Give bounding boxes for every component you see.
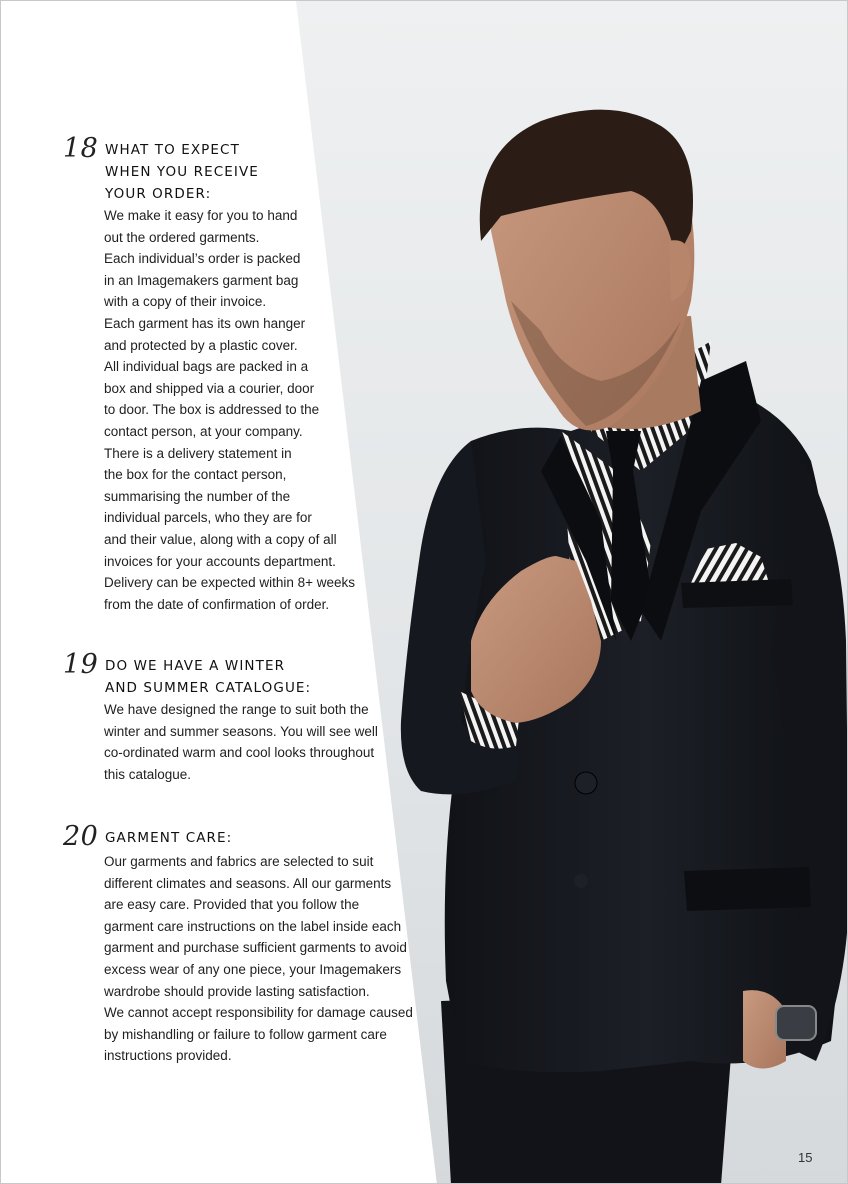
section-title: GARMENT CARE: xyxy=(105,830,233,846)
section-title: DO WE HAVE A WINTER AND SUMMER CATALOGUE: xyxy=(105,658,312,696)
section-number: 19 xyxy=(63,649,99,680)
faq-section-18 xyxy=(63,135,355,615)
page-number: 15 xyxy=(798,1150,813,1165)
section-body: Our garments and fabrics are selected to suit different climates and seasons. All our garments are easy care. Provided that you follow the garment care instructions on the label inside each garment and purchase sufficient garments to avoid excess wear of any one piece, your Imagemakers wardrobe should provide lasting satisfaction. We cannot accept responsibility for damage caused by mishandling or failure to follow garment care instructions provided. xyxy=(104,854,413,1064)
faq-section-19 xyxy=(63,651,378,785)
section-body: We make it easy for you to hand out the ordered garments. Each individual’s order is packed in an Imagemakers garment bag with a copy of their invoice. Each garment has its own hanger and protected by a plastic cover. All individual bags are packed in a box and shipped via a courier, door to door. The box is addressed to the contact person, at your company. There is a delivery statement in the box for the contact person, summarising the number of the individual parcels, who they are for and their value, along with a copy of all invoices for your accounts department. Delivery can be expected within 8+ weeks from the date of confirmation of order. xyxy=(104,208,356,612)
faq-section-20 xyxy=(63,823,413,1067)
section-body: We have designed the range to suit both the winter and summer seasons. You will see well co-ordinated warm and cool looks throughout this catalogue. xyxy=(104,702,378,782)
section-number: 20 xyxy=(63,821,99,852)
section-title: WHAT TO EXPECT WHEN YOU RECEIVE YOUR ORDER: xyxy=(105,142,259,202)
section-number: 18 xyxy=(63,133,99,164)
